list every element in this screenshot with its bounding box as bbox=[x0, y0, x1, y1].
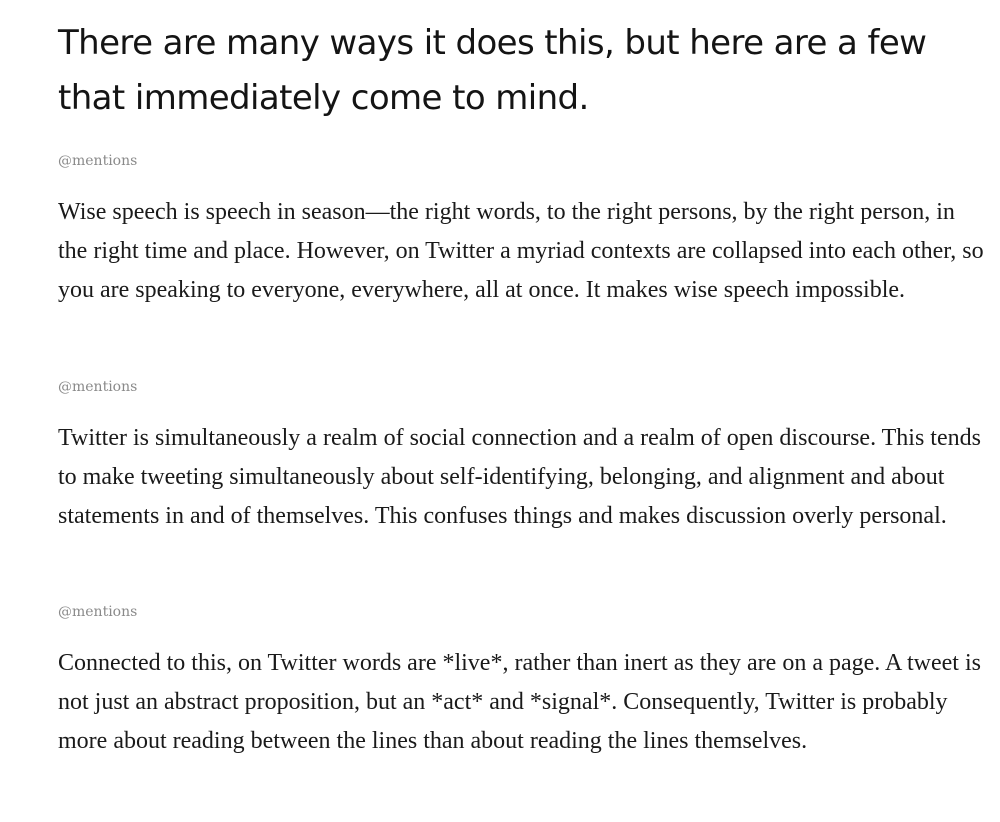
section-paragraph: Connected to this, on Twitter words are *live*, rather than inert as they are on a page. A tweet is not just an abstract proposition, but an *act* and *signal*. Consequently, Twitter is probably more about reading between the lines than about reading the lines themselves. bbox=[58, 650, 981, 755]
article bbox=[58, 16, 988, 755]
section-paragraph: Twitter is simultaneously a realm of social connection and a realm of open discourse. This tends to make tweeting simultaneously about self-identifying, belonging, and alignment and about statements in and of themselves. This confuses things and makes discussion overly personal. bbox=[58, 425, 981, 530]
section-live-words bbox=[58, 602, 981, 755]
section-paragraph: Wise speech is speech in season—the right words, to the right persons, by the right person, in the right time and place. However, on Twitter a myriad contexts are collapsed into each other, so you are speaking to everyone, everywhere, all at once. It makes wise speech impossible. bbox=[58, 199, 984, 304]
mention-tag[interactable]: @mentions bbox=[58, 604, 138, 620]
page-heading: There are many ways it does this, but here are a few that immediately come to mind. bbox=[58, 23, 927, 118]
section-social-discourse bbox=[58, 377, 981, 530]
section-context-collapse bbox=[58, 151, 984, 304]
mention-tag[interactable]: @mentions bbox=[58, 153, 138, 169]
mention-tag[interactable]: @mentions bbox=[58, 379, 138, 395]
